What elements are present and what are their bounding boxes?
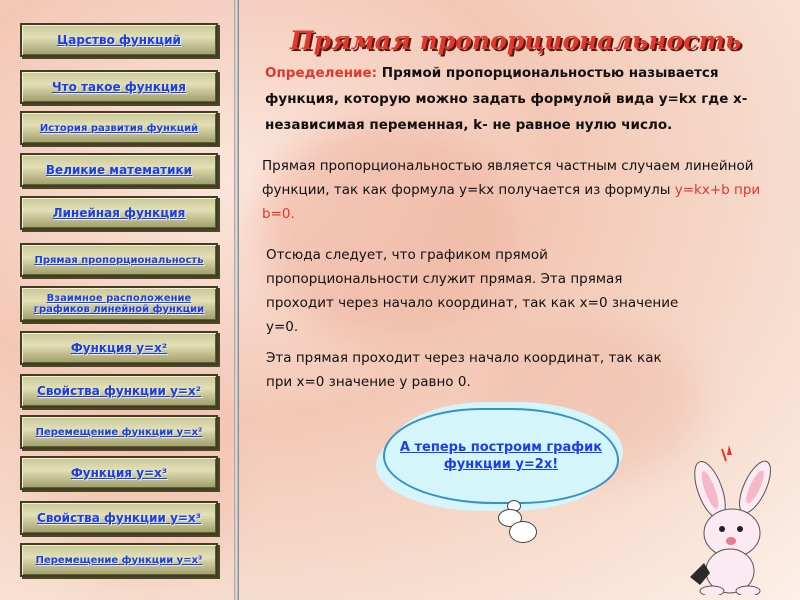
bunny-character-icon [670,445,790,595]
page-title: Прямая пропорциональность [290,26,742,55]
definition-block [265,60,795,138]
thought-bubble [509,521,537,543]
nav-button-function-x3[interactable]: Функция y=x³ [20,456,218,490]
paragraph-special-case [262,154,762,226]
nav-button-function-x2[interactable]: Функция y=x² [20,331,218,365]
thought-cloud [383,408,619,504]
paragraph-special-case-text: Прямая пропорциональностью является частным случаем линейной функции, так как формула y=kx получается из формулы [262,158,754,198]
build-graph-link[interactable]: А теперь построим график функции y=2x! [399,440,603,472]
formula-text: y=kx+b при b=0. [262,182,761,222]
vertical-divider [234,0,239,600]
nav-button-history[interactable]: История развития функций [20,111,218,145]
nav-button-mathematicians[interactable]: Великие математики [20,153,218,187]
definition-text: Прямой пропорциональностью называется функция, которую можно задать формулой вида y=kx где x- независимая переменная, k- не равное нулю число. [265,65,748,133]
nav-button-movement-x3[interactable]: Перемещение функции y=x³ [20,543,218,577]
nav-button-properties-x3[interactable]: Свойства функции y=x³ [20,501,218,535]
nav-button-direct-proportionality[interactable]: Прямая пропорциональность [20,243,218,277]
definition-label: Определение: [265,65,378,81]
nav-button-movement-x2[interactable]: Перемещение функции y=x² [20,415,218,449]
nav-button-what-is-function[interactable]: Что такое функция [20,70,218,104]
nav-button-linear-function[interactable]: Линейная функция [20,196,218,230]
nav-button-properties-x2[interactable]: Свойства функции y=x² [20,374,218,408]
paragraph-origin: Эта прямая проходит через начало координат, так как при x=0 значение y равно 0. [266,350,662,390]
nav-button-tsarstvo[interactable]: Царство функций [20,23,218,57]
paragraph-graph-line: Отсюда следует, что графиком прямой пропорциональности служит прямая. Эта прямая проходит через начало координат, так как x=0 значение y=0. [266,247,679,335]
nav-button-mutual-arrangement[interactable]: Взаимное расположение графиков линейной функции [20,286,218,322]
